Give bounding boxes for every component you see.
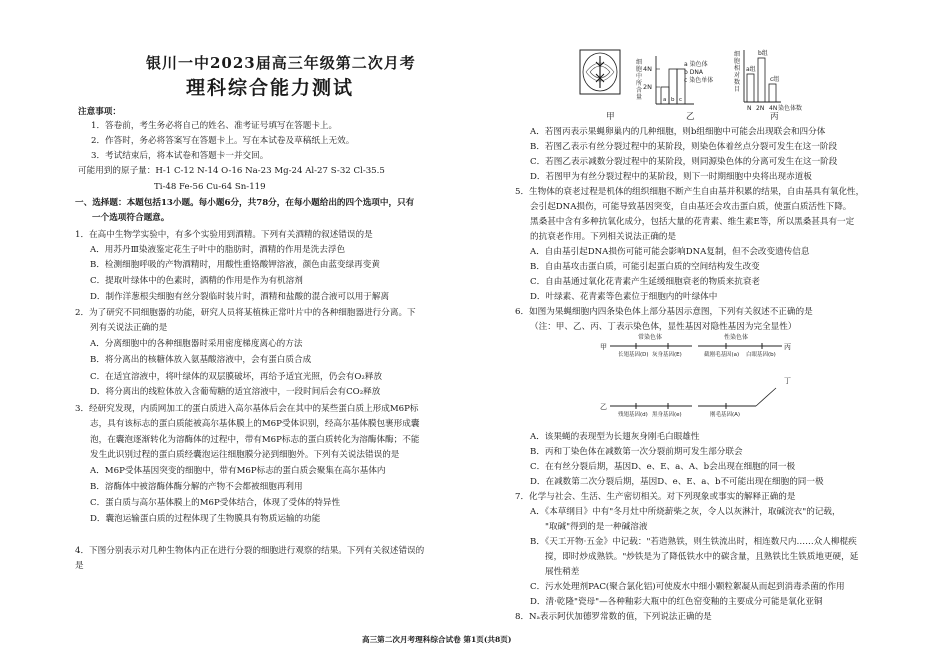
bing-bar-b — [758, 58, 765, 102]
svg-text:中: 中 — [636, 73, 643, 80]
chr-label-ding: 丁 — [784, 377, 791, 385]
q2-option-d: D．将分离出的线粒体放入含葡萄糖的适宜溶液中，一段时间后会有CO₂释放 — [90, 387, 381, 397]
q3-stem: 3．经研究发现，内质网加工的蛋白质进入高尔基体后会在其中的某些蛋白质上形成M6P标 — [75, 404, 419, 414]
section-heading: 一、选择题：本题包括13小题。每小题6分，共78分，在每小题给出的四个选项中，只有 — [75, 198, 415, 208]
yi-legend: a 染色体 — [684, 61, 708, 68]
fig-label-yi: 乙 — [686, 112, 695, 122]
atomic-masses-cont: Ti-48 Fe-56 Cu-64 Sn-119 — [154, 182, 266, 192]
svg-text:胞: 胞 — [734, 58, 741, 65]
gene-label: 灰身基因(E) — [652, 352, 682, 358]
q1-option-b: B．检测细胞呼吸的产物酒精时，用酸性重铬酸钾溶液，颜色由蓝变绿再变黄 — [90, 260, 380, 270]
yi-bar-label: c — [679, 97, 683, 103]
bing-xlabel: 染色体数 — [778, 105, 803, 112]
gene-label: 残翅基因(d) — [618, 412, 648, 418]
q4-option-d: D．若图甲为有丝分裂过程中的某阶段，则下一时期细胞中央将出现赤道板 — [530, 172, 812, 182]
bing-group: c组 — [770, 76, 780, 83]
q3-stem-cont: 泡，在囊泡逐渐转化为溶酶体的过程中，带有M6P标志的蛋白质转化为溶酶体酶；不能 — [90, 435, 420, 445]
note-item: 2．作答时，务必将答案写在答题卡上。写在本试卷及草稿纸上无效。 — [91, 136, 355, 146]
page-footer: 高三第二次月考理科综合试卷 第1页(共8页) — [362, 635, 512, 644]
q5-stem-cont: 黑桑甚中含有多种抗氧化成分，包括大量的花青素、维生素E等，所以黑桑甚具有一定 — [530, 217, 855, 227]
chr-label-yi: 乙 — [600, 403, 607, 411]
note-item: 1．答卷前，考生务必将自己的姓名、准考证号填写在答题卡上。 — [91, 121, 338, 131]
q2-option-a: A．分离细胞中的各种细胞器时采用密度梯度离心的方法 — [90, 339, 303, 349]
svg-text:数: 数 — [734, 79, 741, 86]
q7-option-a-cont: "取碱"得到的是一种碱溶液 — [545, 522, 648, 532]
q7-stem: 7．化学与社会、生活、生产密切相关。对下列现象或事实的解释正确的是 — [515, 492, 796, 502]
svg-text:相: 相 — [734, 65, 741, 72]
yi-legend: c 染色单体 — [684, 77, 714, 84]
q4-stem: 4．下图分别表示对几种生物体内正在进行分裂的细胞进行观察的结果。下列有关叙述错误的 — [75, 546, 425, 556]
chr-label-jia: 甲 — [600, 343, 607, 351]
gene-label: 黑身基因(e) — [652, 412, 682, 418]
q5-option-a: A．自由基引起DNA损伤可能可能会影响DNA复制，但不会改变遗传信息 — [530, 247, 810, 257]
school-line: 银川一中2023届高三年级第二次月考 — [146, 54, 416, 72]
q6-option-b: B．丙和丁染色体在减数第一次分裂前期可发生部分联会 — [530, 447, 743, 457]
svg-text:含: 含 — [636, 87, 643, 94]
q7-option-a: A．《本草纲目》中有"冬月灶中所烧薪柴之灰，令人以灰淋汁，取碱浣衣"的记载， — [530, 507, 841, 517]
q7-option-b-cont: 展性稍差 — [545, 567, 580, 577]
bing-xtick: 2N — [756, 105, 765, 112]
gene-label: 截刚毛基因(a) — [704, 352, 740, 358]
q6-note: （注：甲、乙、丙、丁表示染色体，显性基因对隐性基因为完全显性） — [530, 322, 797, 332]
q7-option-d: D．清·乾隆"瓷母"—各种釉彩大瓶中的红色窑变釉的主要成分可能是氧化亚铜 — [530, 597, 823, 607]
fig-label-bing: 丙 — [770, 112, 779, 122]
q7-option-b-cont: 搅，即时炒成熟铁。"炒铁是为了降低铁水中的碳含量，且熟铁比生铁质地更硬，延 — [545, 552, 859, 562]
bing-group: a组 — [746, 66, 756, 73]
gene-diagram — [596, 333, 806, 425]
bing-group: b组 — [758, 50, 768, 57]
q1-option-c: C．提取叶绿体中的色素时，酒精的作用是作为有机溶剂 — [90, 276, 303, 286]
q7-option-c: C．污水处理剂PAC(聚合氯化铝)可使废水中细小颗粒絮凝从而起到消毒杀菌的作用 — [530, 582, 845, 592]
bing-bar-a — [747, 74, 754, 102]
q3-option-a: A．M6P受体基因突变的细胞中，带有M6P标志的蛋白质会聚集在高尔基体内 — [90, 466, 386, 476]
autosome-head: 常染色体 — [638, 334, 663, 341]
q5-option-b: B．自由基攻击蛋白质，可能引起蛋白质的空间结构发生改变 — [530, 262, 760, 272]
yi-bar-label: b — [671, 97, 675, 103]
q3-option-d: D．囊泡运输蛋白质的过程体现了生物膜具有物质运输的功能 — [90, 514, 321, 524]
yi-bar-label: a — [663, 97, 667, 103]
q4-option-c: C．若图乙表示减数分裂过程中的某阶段，则同源染色体的分离可发生在这一阶段 — [530, 157, 838, 167]
q4-stem-cont: 是 — [75, 561, 84, 571]
chr-label-bing: 丙 — [784, 343, 791, 351]
q6-option-c: C．在有丝分裂后期，基因D、e、E、a、A、b会出现在细胞的同一极 — [530, 462, 796, 472]
q6-stem: 6．如图为果蝇细胞内四条染色体上部分基因示意图，下列有关叙述不正确的是 — [515, 307, 813, 317]
q2-option-c: C．在适宜溶液中，将叶绿体的双层膜破坏，再给予适宜光照，仍会有O₂释放 — [90, 372, 383, 382]
q8-stem: 8．Nₐ表示阿伏加德罗常数的值，下列说法正确的是 — [515, 612, 712, 622]
gene-label: 白眼基因(b) — [746, 352, 776, 358]
q5-stem-cont: 的抗衰老作用。下列相关说法正确的是 — [530, 232, 677, 242]
bing-xtick: N — [747, 105, 752, 112]
svg-text:对: 对 — [734, 72, 741, 79]
atomic-masses: 可能用到的原子量：H-1 C-12 N-14 O-16 Na-23 Mg-24 Al-27 S-32 Cl-35.5 — [78, 166, 385, 176]
q6-option-d: D．在减数第二次分裂后期，基因D、e、E、a、b不可能出现在细胞的同一极 — [530, 477, 824, 487]
q1-stem: 1．在高中生物学实验中，有多个实验用到酒精。下列有关酒精的叙述错误的是 — [75, 230, 373, 240]
yi-legend: b DNA — [684, 69, 703, 76]
svg-text:量: 量 — [636, 94, 643, 101]
q7-option-b: B．《天工开物·五金》中记载："若造熟铁，则生铁流出时，相连数尺内……众人柳棍疾 — [530, 537, 857, 547]
q4-option-b: B．若图乙表示有丝分裂过程中的某阶段，则染色体着丝点分裂可发生在这一阶段 — [530, 142, 838, 152]
fig-bing-chart — [734, 49, 802, 112]
q5-option-c: C．自由基通过氧化花青素产生延缓细胞衰老的物质来抗衰老 — [530, 277, 761, 287]
notes-heading: 注意事项： — [78, 107, 121, 117]
sex-chr-head: 性染色体 — [724, 334, 749, 341]
yi-ytick-4n: 4N — [643, 65, 652, 73]
gene-label: 长翅基因(D) — [618, 352, 649, 358]
gene-label: 刚毛基因(A) — [710, 412, 741, 418]
q2-stem: 2．为了研究不同细胞器的功能，研究人员将某植株正常叶片中的各种细胞器进行分离。下 — [75, 308, 416, 318]
bing-xtick: 4N — [769, 105, 778, 112]
q5-stem-cont: 会引起DNA损伤，可能导致基因突变，自由基还会攻击蛋白质，使蛋白质活性下降。 — [530, 202, 852, 212]
bing-bar-c — [769, 84, 776, 102]
svg-text:胞: 胞 — [636, 66, 643, 73]
note-item: 3．考试结束后，将本试卷和答题卡一并交回。 — [91, 151, 269, 161]
q3-option-c: C．蛋白质与高尔基体膜上的M6P受体结合，体现了受体的特异性 — [90, 498, 341, 508]
q2-stem-cont: 列有关说法正确的是 — [90, 323, 168, 333]
svg-text:目: 目 — [734, 86, 741, 93]
q2-option-b: B．将分离出的核糖体放入氨基酸溶液中，会有蛋白质合成 — [90, 355, 312, 365]
q6-option-a: A．该果蝇的表现型为长翅灰身刚毛白眼雄性 — [530, 432, 700, 442]
q3-stem-cont: 发生此识别过程的蛋白质经囊泡运往细胞膜分泌到细胞外。下列有关说法错误的是 — [90, 450, 400, 460]
q1-option-d: D．制作洋葱根尖细胞有丝分裂临时装片时，酒精和盐酸的混合液可以用于解离 — [90, 292, 390, 302]
q5-stem: 5．生物体的衰老过程是机体的组织细胞不断产生自由基并积累的结果，自由基具有氧化性， — [515, 187, 865, 197]
fig-jia-cell — [580, 50, 620, 94]
section-heading-cont: 一个选项符合题意。 — [92, 213, 170, 223]
q5-option-d: D．叶绿素、花青素等色素位于细胞内的叶绿体中 — [530, 292, 718, 302]
q3-option-b: B．溶酶体中被溶酶体酶分解的产物不会都被细胞再利用 — [90, 482, 303, 492]
yi-ytick-2n: 2N — [643, 83, 652, 91]
exam-title: 理科综合能力测试 — [186, 77, 355, 99]
q1-option-a: A．用苏丹Ⅲ染液鉴定花生子叶中的脂肪时，酒精的作用是洗去浮色 — [90, 245, 346, 255]
yi-ylabel-1: 细 — [636, 59, 643, 66]
q3-stem-cont: 志，具有该标志的蛋白质能被高尔基体膜上的M6P受体识别，经高尔基体膜包裹形成囊 — [90, 419, 420, 429]
fig-label-jia: 甲 — [606, 112, 615, 122]
svg-text:细: 细 — [734, 51, 741, 58]
fig-yi-chart — [636, 56, 713, 104]
svg-text:所: 所 — [636, 80, 643, 87]
q4-option-a: A．若图丙表示果蝇卵巢内的几种细胞，则b组细胞中可能会出现联会和四分体 — [530, 127, 826, 137]
